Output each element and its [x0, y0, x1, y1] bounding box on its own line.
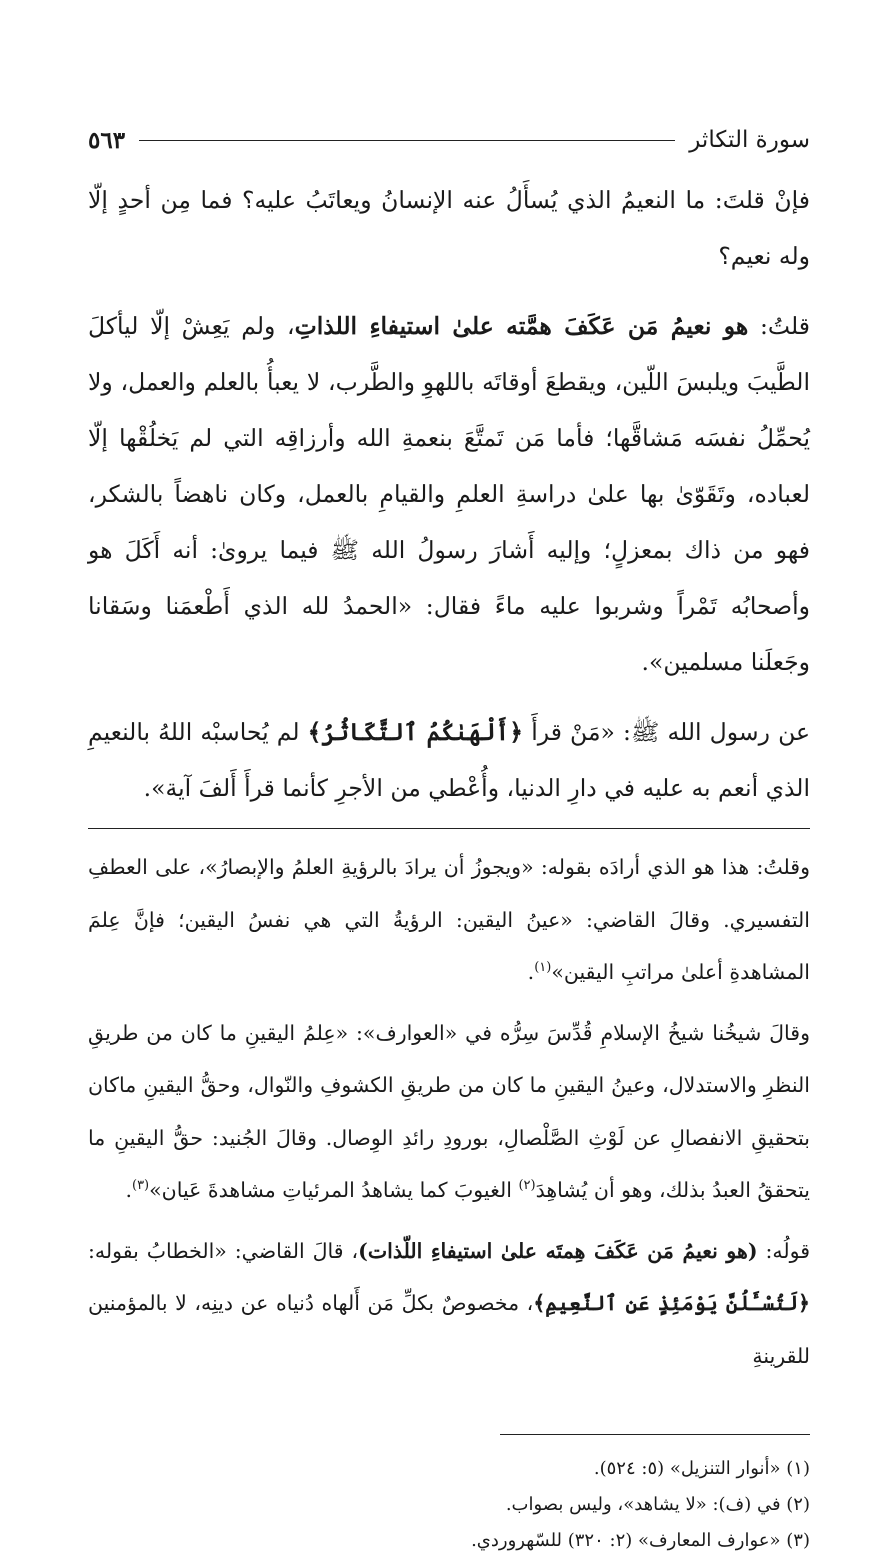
footnote-1: (١) «أنوار التنزيل» (٥: ٥٢٤).: [593, 1458, 810, 1479]
commentary-2-text: وقالَ شيخُنا شيخُ الإسلامِ قُدِّسَ سِرُّه في «العوارف»: «عِلمُ اليقينِ ما كان من طريقِ النظرِ والاستدلال، وعينُ اليقينِ ما كان من طريقِ الكشوفِ والنّوال، وحقُّ اليقينِ ماكان بتحقيقِ الانفصالِ عن لَوْثِ الصَّلْصالِ، بورودِ رائدِ الوِصال. وقالَ الجُنيد: حقُّ اليقينِ ما يتحققُ العبدُ بذلك، وهو أن يُشاهِدَ: [88, 1020, 810, 1202]
commentary-3-end: ، مخصوصٌ بكلِّ مَن أَلهاه دُنياه عن دينِه، لا بالمؤمنين للقرينةِ: [88, 1291, 810, 1368]
commentary-3-text: ، قالَ القاضي: «الخطابُ بقوله:: [88, 1238, 359, 1263]
answer-intro: قلتُ:: [748, 312, 810, 340]
main-paragraph-hadith: [88, 704, 810, 816]
commentary-paragraph-1: [88, 841, 810, 999]
footnote-rule: [500, 1434, 810, 1435]
main-paragraph-answer: [88, 298, 810, 690]
book-page: [88, 118, 810, 1559]
quran-quote: ﴿أَلْهَىٰكُمُ ٱلتَّكَاثُرُ﴾: [307, 718, 524, 746]
commentary-2-end: .: [125, 1178, 132, 1202]
hadith-end: لم يُحاسبْه اللهُ بالنعيمِ الذي أنعم به عليه في دارِ الدنيا، وأُعْطي من الأجرِ كأنما قرأَ أَلفَ آية».: [88, 718, 810, 802]
commentary-2-mid: الغيوبَ كما يشاهدُ المرئياتِ مشاهدةَ عَيان»: [149, 1178, 519, 1202]
commentary-1-end: .: [527, 960, 535, 984]
footnote-ref-3: (٣): [131, 1178, 150, 1194]
commentary-3-quran: ﴿لَتُسْـَٔلُنَّ يَوْمَئِذٍ عَنِ ٱلنَّعِيمِ﴾: [533, 1291, 810, 1315]
hadith-start: عن رسول الله ﷺ: «مَنْ قرأَ: [523, 718, 810, 746]
surah-title: سورة التكاثر: [689, 127, 810, 153]
footnote-ref-1: (١): [534, 960, 552, 976]
footnotes: [88, 1451, 810, 1559]
commentary-paragraph-3: [88, 1225, 810, 1383]
answer-bold-phrase: هو نعيمُ مَن عَكَفَ همَّته علىٰ استيفاءِ اللذاتِ: [294, 312, 749, 340]
page-number: ٥٦٣: [88, 126, 126, 154]
answer-body: ، ولم يَعِشْ إلّا ليأكلَ الطَّيبَ ويلبسَ اللّين، ويقطعَ أوقاتَه باللهوِ والطَّرب، لا يعبأُ بالعلم والعمل، ولا يُحمِّلُ نفسَه مَشاقَّها؛ فأما مَن تَمتَّعَ بنعمةِ الله وأرزاقِه التي لم يَخلُقْها إلّا لعباده، وتَقَوّىٰ بها علىٰ دراسةِ العلمِ والقيامِ بالعمل، وكان ناهضاً بالشكر، فهو من ذاك بمعزلٍ؛ وإليه أَشارَ رسولُ الله ﷺ فيما يروىٰ: أنه أَكَلَ هو وأصحابُه تَمْراً وشربوا عليه ماءً فقال: «الحمدُ لله الذي أَطْعمَنا وسَقانا وجَعلَنا مسلمين».: [88, 312, 810, 676]
commentary-3-intro: قولُه:: [757, 1238, 810, 1263]
commentary-separator: [88, 828, 810, 829]
footnote-ref-2: (٢): [518, 1178, 536, 1194]
header-rule: [139, 140, 675, 141]
commentary-paragraph-2: [88, 1007, 810, 1217]
footnote-3: (٣) «عوارف المعارف» (٢: ٣٢٠) للسّهروردي.: [471, 1530, 810, 1551]
commentary-3-quote: (هو نعيمُ مَن عَكَفَ هِمتَه علىٰ استيفاءِ اللّذات): [358, 1238, 758, 1263]
footnote-2: (٢) في (ف): «لا يشاهد»، وليس بصواب.: [505, 1494, 810, 1515]
main-paragraph-question: فإنْ قلتَ: ما النعيمُ الذي يُسأَلُ عنه الإنسانُ ويعاتَبُ عليه؟ فما مِن أحدٍ إلّا وله نعيم؟: [88, 186, 810, 270]
commentary-1-text: وقلتُ: هذا هو الذي أرادَه بقوله: «ويجوزُ أن يرادَ بالرؤيةِ العلمُ والإبصارُ»، على العطفِ التفسيري. وقالَ القاضي: «عينُ اليقين: الرؤيةُ التي هي نفسُ اليقين؛ فإنَّ عِلمَ المشاهدةِ أعلىٰ مراتبِ اليقين»: [88, 855, 810, 984]
page-header: [88, 118, 810, 162]
